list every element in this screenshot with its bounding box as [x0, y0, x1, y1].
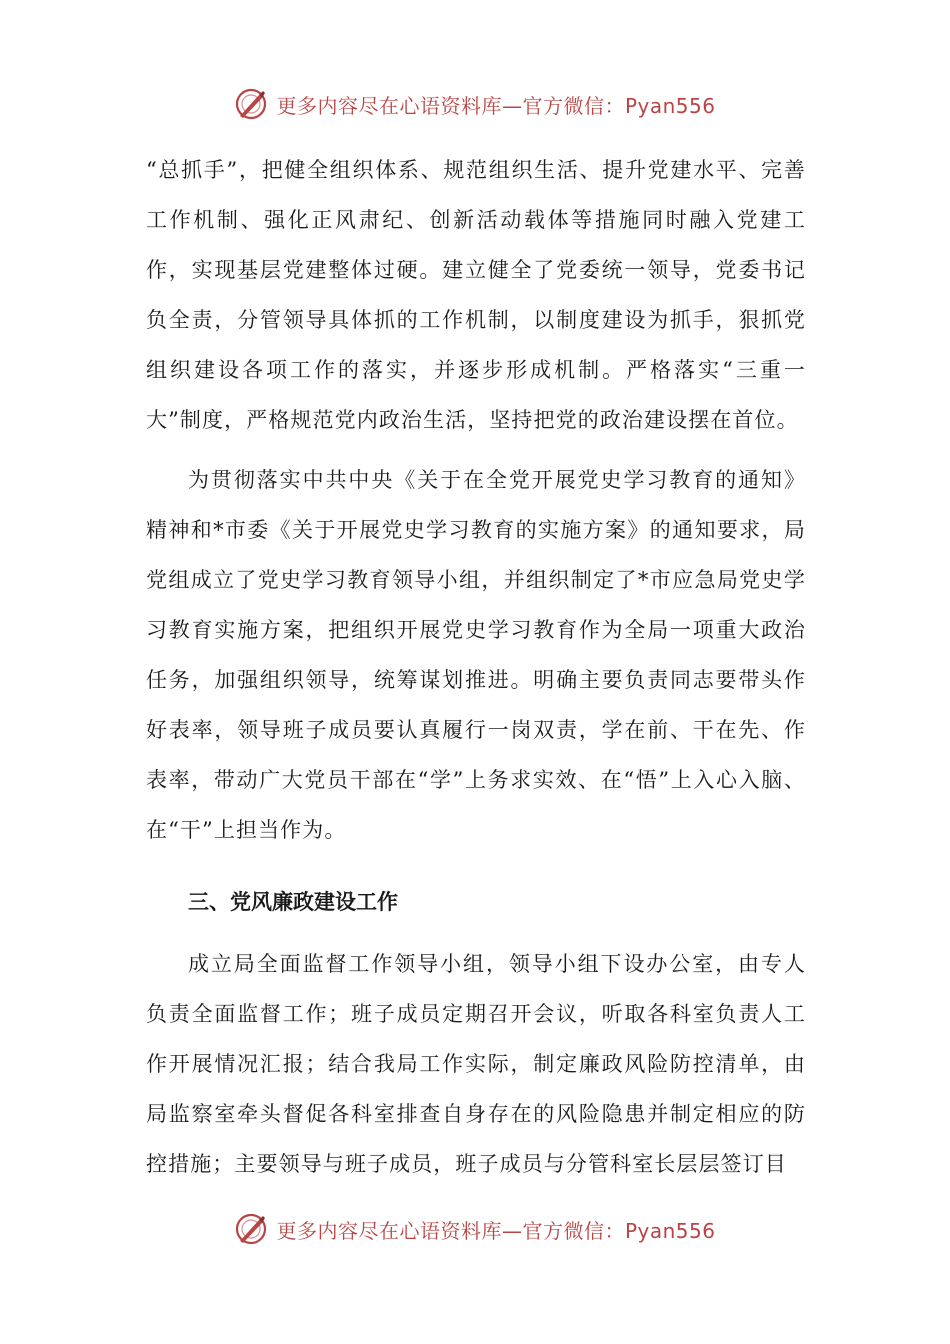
document-body: [146, 145, 806, 1189]
body-paragraph-1: “总抓手”，把健全组织体系、规范组织生活、提升党建水平、完善工作机制、强化正风肃纪、创新活动载体等措施同时融入党建工作，实现基层党建整体过硬。建立健全了党委统一领导，党委书记负全责，分管领导具体抓的工作机制，以制度建设为抓手，狠抓党组织建设各项工作的落实，并逐步形成机制。严格落实“三重一大”制度，严格规范党内政治生活，坚持把党的政治建设摆在首位。: [146, 158, 806, 432]
body-paragraph-3: 成立局全面监督工作领导小组，领导小组下设办公室，由专人负责全面监督工作；班子成员定期召开会议，听取各科室负责人工作开展情况汇报；结合我局工作实际，制定廉政风险防控清单，由局监察室牵头督促各科室排查自身存在的风险隐患并制定相应的防控措施；主要领导与班子成员，班子成员与分管科室长层层签订目: [146, 952, 806, 1176]
header-banner-text: 更多内容尽在心语资料库—官方微信：Pyan556: [276, 93, 716, 118]
body-paragraph-2: 为贯彻落实中共中央《关于在全党开展党史学习教育的通知》精神和*市委《关于开展党史学习教育的实施方案》的通知要求，局党组成立了党史学习教育领导小组，并组织制定了*市应急局党史学习教育实施方案，把组织开展党史学习教育作为全局一项重大政治任务，加强组织领导，统筹谋划推进。明确主要负责同志要带头作好表率，领导班子成员要认真履行一岗双责，学在前、干在先、作表率，带动广大党员干部在“学”上务求实效、在“悟”上入心入脑、在“干”上担当作为。: [146, 468, 806, 842]
header-banner: [0, 82, 950, 126]
pen-circle-logo-icon: [234, 1212, 268, 1246]
footer-banner: [0, 1207, 950, 1251]
pen-circle-logo-icon: [234, 87, 268, 121]
section-heading: 三、党风廉政建设工作: [188, 890, 398, 914]
footer-banner-text: 更多内容尽在心语资料库—官方微信：Pyan556: [276, 1218, 716, 1243]
